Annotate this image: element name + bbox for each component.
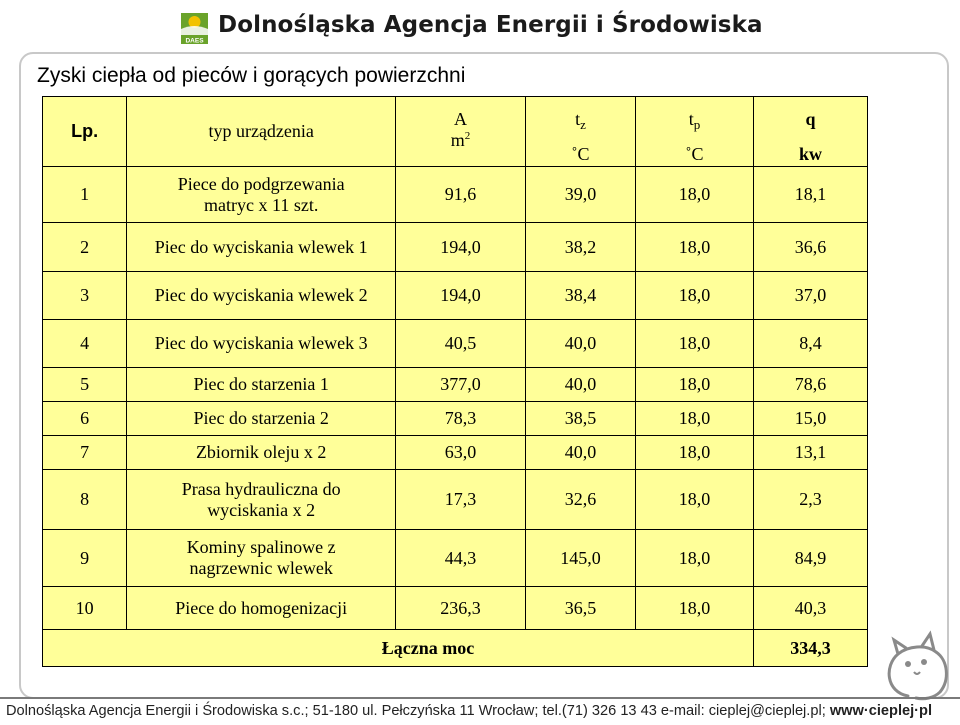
header-tz: $t_z$ (525, 97, 635, 143)
cat-icon (878, 626, 958, 704)
row-area: 194,0 (396, 272, 526, 320)
table-row (43, 167, 868, 223)
logo-text: DAES (185, 37, 204, 44)
header-area (396, 97, 526, 167)
footer-contact (6, 703, 932, 719)
row-area: 377,0 (396, 368, 526, 402)
footer-divider (0, 697, 960, 699)
header-area-symbol: A (454, 109, 468, 129)
footer (0, 697, 960, 725)
row-tp: 18,0 (636, 167, 754, 223)
row-q: 18,1 (753, 167, 867, 223)
table-row (43, 272, 868, 320)
slide-title: Zyski ciepła od pieców i gorących powierzchni (37, 64, 466, 87)
table-row (43, 530, 868, 587)
total-label: Łączna moc (43, 630, 754, 667)
row-area: 194,0 (396, 223, 526, 272)
row-name: Piec do wyciskania wlewek 3 (127, 320, 396, 368)
row-tz: 38,5 (525, 402, 635, 436)
row-tp: 18,0 (636, 587, 754, 630)
footer-address: Dolnośląska Agencja Energii i Środowiska s.c.; 51-180 ul. Pełczyńska 11 Wrocław; tel.(71) 326 13 43 e-mail: cieplej@cieplej.pl; (6, 703, 826, 719)
row-q: 40,3 (753, 587, 867, 630)
row-tz: 40,0 (525, 436, 635, 470)
row-lp: 8 (43, 470, 127, 530)
row-tp: 18,0 (636, 368, 754, 402)
row-tz: 36,5 (525, 587, 635, 630)
row-tz: 38,4 (525, 272, 635, 320)
table-row (43, 470, 868, 530)
row-lp: 1 (43, 167, 127, 223)
row-tp: 18,0 (636, 470, 754, 530)
table-row (43, 587, 868, 630)
table-row (43, 320, 868, 368)
row-q: 13,1 (753, 436, 867, 470)
row-name: Prasa hydrauliczna do wyciskania x 2 (127, 470, 396, 530)
table-row (43, 368, 868, 402)
heat-gains-table (42, 96, 868, 667)
header-q: q (753, 97, 867, 143)
row-name: Piec do wyciskania wlewek 1 (127, 223, 396, 272)
row-name: Piece do homogenizacji (127, 587, 396, 630)
row-tp: 18,0 (636, 530, 754, 587)
row-tz: 32,6 (525, 470, 635, 530)
row-tp: 18,0 (636, 272, 754, 320)
unit-tz: ˚C (525, 143, 635, 167)
row-lp: 5 (43, 368, 127, 402)
row-lp: 6 (43, 402, 127, 436)
row-area: 17,3 (396, 470, 526, 530)
daes-logo (181, 13, 208, 44)
row-name: Piec do starzenia 1 (127, 368, 396, 402)
row-tp: 18,0 (636, 402, 754, 436)
row-tz: 145,0 (525, 530, 635, 587)
header-tp: $t_p$ (636, 97, 754, 143)
row-q: 36,6 (753, 223, 867, 272)
row-lp: 4 (43, 320, 127, 368)
row-name: Kominy spalinowe z nagrzewnic wlewek (127, 530, 396, 587)
row-tp: 18,0 (636, 223, 754, 272)
row-tp: 18,0 (636, 320, 754, 368)
row-lp: 10 (43, 587, 127, 630)
row-tz: 40,0 (525, 320, 635, 368)
table-row (43, 436, 868, 470)
row-lp: 3 (43, 272, 127, 320)
total-value: 334,3 (753, 630, 867, 667)
row-q: 84,9 (753, 530, 867, 587)
row-tp: 18,0 (636, 436, 754, 470)
row-tz: 39,0 (525, 167, 635, 223)
table-total-row (43, 630, 868, 667)
row-name: Piec do starzenia 2 (127, 402, 396, 436)
header-device-type: typ urządzenia (127, 97, 396, 167)
row-area: 91,6 (396, 167, 526, 223)
row-tz: 40,0 (525, 368, 635, 402)
row-q: 78,6 (753, 368, 867, 402)
header-title: Dolnośląska Agencja Energii i Środowiska (218, 12, 763, 38)
row-area: 236,3 (396, 587, 526, 630)
row-q: 8,4 (753, 320, 867, 368)
row-area: 40,5 (396, 320, 526, 368)
row-name: Zbiornik oleju x 2 (127, 436, 396, 470)
row-q: 15,0 (753, 402, 867, 436)
footer-website-link[interactable]: www·cieplej·pl (829, 703, 932, 719)
table-header-row (43, 97, 868, 143)
row-q: 2,3 (753, 470, 867, 530)
row-lp: 7 (43, 436, 127, 470)
row-name: Piece do podgrzewania matryc x 11 szt. (127, 167, 396, 223)
row-name: Piec do wyciskania wlewek 2 (127, 272, 396, 320)
unit-tp: ˚C (636, 143, 754, 167)
row-area: 78,3 (396, 402, 526, 436)
unit-q: kw (753, 143, 867, 167)
row-lp: 2 (43, 223, 127, 272)
header-area-unit: $m^2$ (450, 130, 471, 150)
row-area: 63,0 (396, 436, 526, 470)
header-lp: Lp. (43, 97, 127, 167)
row-tz: 38,2 (525, 223, 635, 272)
table-row (43, 223, 868, 272)
table-row (43, 402, 868, 436)
row-lp: 9 (43, 530, 127, 587)
row-area: 44,3 (396, 530, 526, 587)
header (0, 0, 960, 46)
row-q: 37,0 (753, 272, 867, 320)
